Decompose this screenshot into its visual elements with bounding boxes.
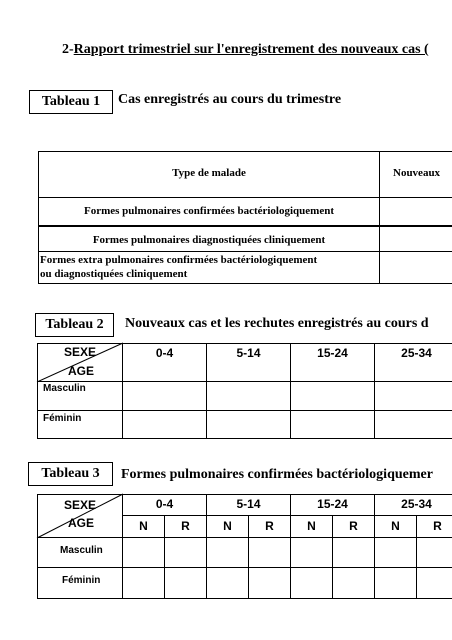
- table3-age-25-34: 25-34: [401, 497, 432, 511]
- table2-age-label: AGE: [68, 364, 95, 378]
- table1-row1-value-cell: [379, 197, 452, 226]
- table3-tag: Tableau 3: [28, 462, 113, 486]
- table1-row3-label-line1: Formes extra pulmonaires confirmées bactériologiquement: [40, 254, 318, 266]
- table2-masculin-label: Masculin: [43, 383, 86, 394]
- table3-age-15-24: 15-24: [317, 497, 348, 511]
- table2-tag: Tableau 2: [35, 313, 114, 337]
- table3-cell: [206, 537, 249, 568]
- table2-age-0-4: 0-4: [155, 346, 174, 360]
- table2-cell: [374, 410, 452, 439]
- table3-cell: [164, 567, 207, 599]
- table3-cell: [416, 537, 452, 568]
- table3-caption: Formes pulmonaires confirmées bactériologiquemer: [121, 467, 433, 482]
- table1-row3-value-cell: [379, 251, 452, 284]
- table2-cell: [374, 381, 452, 411]
- table3-sub-r: R: [349, 519, 358, 533]
- table2-caption: Nouveaux cas et les rechutes enregistrés au cours d: [125, 316, 429, 331]
- table2-age-5-14: 5-14: [236, 346, 261, 360]
- table1-tag: Tableau 1: [29, 90, 113, 114]
- table3-age-5-14: 5-14: [236, 497, 261, 511]
- heading-text: Rapport trimestriel sur l'enregistrement des nouveaux cas (: [73, 42, 429, 57]
- table2-age-25-34: 25-34: [401, 346, 432, 360]
- table3-sub-r: R: [265, 519, 274, 533]
- table3-sub-r: R: [181, 519, 190, 533]
- table3-cell: [416, 567, 452, 599]
- table1-col-type: Type de malade: [172, 167, 246, 179]
- table3-age-0-4: 0-4: [155, 497, 174, 511]
- table3-sub-n: N: [223, 519, 232, 533]
- table1-row2-value-cell: [379, 226, 452, 252]
- table2-cell: [290, 410, 375, 439]
- table2-cell: [206, 381, 291, 411]
- table2-cell: [122, 381, 207, 411]
- heading-number: 2-: [62, 42, 74, 57]
- table2-age-15-24: 15-24: [317, 346, 348, 360]
- table3-cell: [332, 567, 375, 599]
- table3-cell: [374, 537, 417, 568]
- table3-sub-n: N: [307, 519, 316, 533]
- table3-cell: [248, 537, 291, 568]
- table3-cell: [164, 537, 207, 568]
- table2-cell: [122, 410, 207, 439]
- table1-caption: Cas enregistrés au cours du trimestre: [118, 92, 342, 107]
- table3-age-label: AGE: [68, 516, 95, 530]
- table1-col-new: Nouveaux: [393, 167, 441, 179]
- table3-sexe-label: SEXE: [64, 498, 97, 512]
- table1-row3-label-line2: ou diagnostiquées cliniquement: [40, 268, 188, 280]
- table2-cell: [206, 410, 291, 439]
- table2-cell: [290, 381, 375, 411]
- table3-sub-r: R: [433, 519, 442, 533]
- table3-cell: [248, 567, 291, 599]
- table3-feminin-label: Féminin: [62, 575, 101, 586]
- table3-cell: [374, 567, 417, 599]
- table2-sexe-label: SEXE: [64, 345, 97, 359]
- table1-row1-label: Formes pulmonaires confirmées bactériologiquement: [83, 205, 334, 217]
- table3-cell: [122, 567, 165, 599]
- table3-cell: [122, 537, 165, 568]
- table3-cell: [290, 567, 333, 599]
- table3-cell: [332, 537, 375, 568]
- report-heading: [62, 42, 429, 58]
- table2-feminin-label: Féminin: [43, 413, 82, 424]
- table3-sub-n: N: [391, 519, 400, 533]
- table1-row2-label: Formes pulmonaires diagnostiquées cliniquement: [92, 234, 326, 246]
- table3-masculin-label: Masculin: [60, 545, 103, 556]
- table3-cell: [206, 567, 249, 599]
- table3-cell: [290, 537, 333, 568]
- table3-sub-n: N: [139, 519, 148, 533]
